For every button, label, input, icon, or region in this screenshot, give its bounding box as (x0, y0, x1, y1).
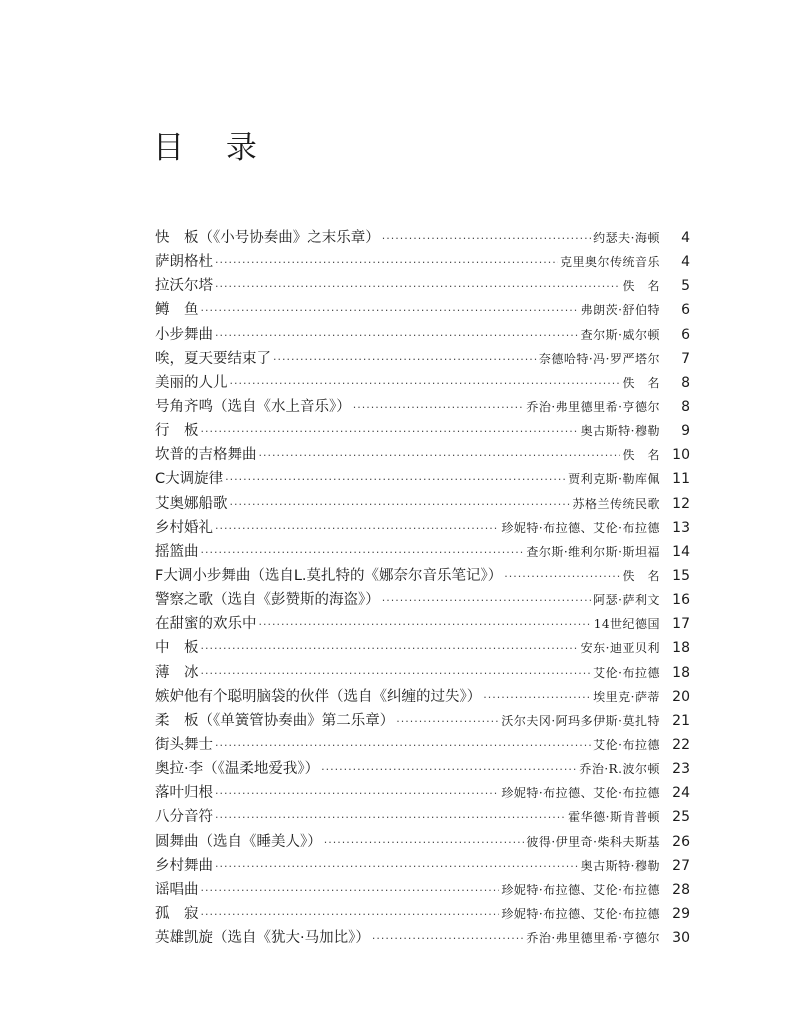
toc-entry-title: 谣唱曲 (155, 881, 199, 898)
toc-entry-page-number: 9 (681, 423, 690, 440)
toc-entry-page-number: 22 (672, 736, 690, 753)
toc-entry-page-number: 20 (672, 688, 690, 705)
toc-entry-page-number: 11 (672, 471, 690, 488)
dot-leader (215, 275, 620, 299)
toc-entry-title: 奥拉·李（《温柔地爱我》） (155, 761, 320, 778)
toc-entry-title: 拉沃尔塔 (155, 278, 213, 295)
dot-leader (201, 637, 579, 661)
toc-entry-title: 坎普的吉格舞曲 (155, 447, 257, 464)
dot-leader (225, 468, 566, 492)
dot-leader (201, 662, 592, 686)
dot-leader (201, 879, 500, 903)
toc-entry-page-number: 15 (672, 567, 690, 584)
toc-entry-page-number: 4 (681, 254, 690, 271)
toc-entry-title: 柔 板（《单簧管协奏曲》第二乐章） (155, 712, 395, 729)
toc-entry-title: 中 板 (155, 640, 199, 657)
dot-leader (201, 541, 525, 565)
toc-entry-author: 珍妮特·布拉德、艾伦·布拉德 (501, 520, 660, 535)
toc-entry-page-number: 29 (672, 905, 690, 922)
toc-entry-title: 孤 寂 (155, 905, 199, 922)
toc-entry[interactable] (155, 395, 690, 419)
toc-entry-author: 奥古斯特·穆勒 (580, 858, 660, 873)
toc-entry[interactable] (155, 492, 690, 516)
toc-entry[interactable] (155, 516, 690, 540)
toc-entry-author: 乔治·弗里德里希·亨德尔 (526, 399, 660, 414)
toc-entry[interactable] (155, 709, 690, 733)
dot-leader (382, 227, 591, 251)
toc-entry-page-number: 12 (672, 495, 690, 512)
toc-entry[interactable] (155, 636, 690, 660)
toc-entry[interactable] (155, 274, 690, 298)
toc-entry-title: C大调旋律 (155, 471, 224, 488)
dot-leader (215, 806, 566, 830)
toc-entry-author: 珍妮特·布拉德、艾伦·布拉德 (501, 906, 660, 921)
toc-entry-title: 英雄凯旋（选自《犹大·马加比》） (155, 930, 370, 947)
toc-entry[interactable] (155, 443, 690, 467)
toc-entry-title: 萨朗格杜 (155, 254, 213, 271)
toc-entry-page-number: 30 (672, 930, 690, 947)
toc-entry-page-number: 7 (681, 350, 690, 367)
toc-entry-author: 沃尔夫冈·阿玛多伊斯·莫扎特 (501, 713, 660, 728)
toc-entry-author: 苏格兰传统民歌 (572, 496, 660, 511)
toc-entry[interactable] (155, 733, 690, 757)
toc-entry[interactable] (155, 926, 690, 950)
toc-entry-title: 薄 冰 (155, 664, 199, 681)
toc-entry-page-number: 24 (672, 785, 690, 802)
toc-entry-author: 珍妮特·布拉德、艾伦·布拉德 (501, 882, 660, 897)
toc-entry-author: 奥古斯特·穆勒 (580, 424, 660, 439)
dot-leader (215, 324, 579, 348)
toc-entry-author: 佚 名 (622, 279, 660, 294)
toc-entry[interactable] (155, 830, 690, 854)
toc-entry-page-number: 25 (672, 809, 690, 826)
toc-entry[interactable] (155, 685, 690, 709)
dot-leader (321, 758, 577, 782)
toc-entry[interactable] (155, 612, 690, 636)
dot-leader (259, 444, 621, 468)
dot-leader (353, 396, 525, 420)
toc-entry-title: 唉，夏天要结束了 (155, 350, 271, 367)
toc-entry-author: 克里奥尔传统音乐 (559, 255, 660, 270)
toc-entry-author: 乔治·弗里德里希·亨德尔 (526, 931, 660, 946)
toc-entry-title: 艾奥娜船歌 (155, 495, 228, 512)
toc-entry[interactable] (155, 371, 690, 395)
toc-entry-page-number: 18 (672, 640, 690, 657)
toc-entry-title: 落叶归根 (155, 785, 213, 802)
toc-entry-title: 美丽的人儿 (155, 374, 228, 391)
toc-entry-page-number: 8 (681, 374, 690, 391)
toc-entry[interactable] (155, 419, 690, 443)
dot-leader (215, 251, 558, 275)
toc-entry-title: 圆舞曲（选自《睡美人》） (155, 833, 322, 850)
toc-entry[interactable] (155, 347, 690, 371)
toc-entry[interactable] (155, 540, 690, 564)
toc-entry-author: 查尔斯·维利尔斯·斯坦福 (526, 544, 660, 559)
dot-leader (201, 420, 579, 444)
toc-entry-title: F大调小步舞曲（选自L.莫扎特的《娜奈尔音乐笔记》） (155, 567, 503, 584)
toc-entry-page-number: 4 (681, 230, 690, 246)
toc-entry-page-number: 13 (672, 519, 690, 536)
toc-entry-page-number: 6 (681, 326, 690, 343)
toc-entry-page-number: 17 (672, 616, 690, 633)
toc-entry-title: 行 板 (155, 423, 199, 440)
toc-entry[interactable] (155, 805, 690, 829)
toc-entry-title: 街头舞士 (155, 736, 213, 753)
dot-leader (382, 589, 591, 613)
toc-entry-author: 珍妮特·布拉德、艾伦·布拉德 (501, 786, 660, 801)
toc-entry-author: 贾利克斯·勒库佩 (568, 472, 660, 487)
toc-entry-page-number: 10 (672, 447, 690, 464)
toc-entry-author: 佚 名 (622, 568, 660, 583)
toc-entry[interactable] (155, 781, 690, 805)
toc-entry-title: 号角齐鸣（选自《水上音乐》） (155, 398, 351, 415)
toc-entry[interactable] (155, 298, 690, 322)
toc-entry-title: 嫉妒他有个聪明脑袋的伙伴（选自《纠缠的过失》） (155, 688, 482, 705)
toc-entry-author: 彼得·伊里奇·柴科夫斯基 (526, 834, 660, 849)
toc-entry-title: 快 板（《小号协奏曲》之末乐章） (155, 230, 380, 246)
toc-entry-author: 阿瑟·萨利文 (593, 593, 660, 608)
toc-entry-page-number: 26 (672, 833, 690, 850)
toc-entry-page-number: 18 (672, 664, 690, 681)
toc-entry-author: 艾伦·布拉德 (593, 665, 660, 680)
toc-entry-author: 弗朗茨·舒伯特 (580, 303, 660, 318)
toc-entry-title: 警察之歌（选自《彭赞斯的海盗》） (155, 592, 380, 609)
toc-entry-author: 约瑟夫·海顿 (593, 231, 660, 245)
toc-entry-author: 艾伦·布拉德 (593, 737, 660, 752)
toc-entry[interactable] (155, 757, 690, 781)
toc-entry[interactable] (155, 902, 690, 926)
toc-entry-page-number: 6 (681, 302, 690, 319)
toc-entry-author: 14世纪德国 (593, 617, 660, 632)
toc-entry[interactable] (155, 564, 690, 588)
toc-entry-author: 奈德哈特·冯·罗严塔尔 (538, 351, 660, 366)
toc-entry-author: 佚 名 (622, 448, 660, 463)
dot-leader (215, 782, 499, 806)
toc-entry[interactable] (155, 854, 690, 878)
toc-entry[interactable] (155, 323, 690, 347)
dot-leader (215, 734, 591, 758)
toc-entry-author: 安东·迪亚贝利 (580, 641, 660, 656)
toc-entry-title: 乡村婚礼 (155, 519, 213, 536)
dot-leader (215, 855, 579, 879)
dot-leader (201, 299, 579, 323)
toc-entry[interactable] (155, 588, 690, 612)
dot-leader (273, 348, 537, 372)
dot-leader (215, 517, 499, 541)
dot-leader (396, 710, 499, 734)
toc-entry-author: 埃里克·萨蒂 (593, 689, 660, 704)
toc-entry-author: 查尔斯·威尔顿 (580, 327, 660, 342)
toc-entry[interactable] (155, 661, 690, 685)
toc-entry-title: 八分音符 (155, 809, 213, 826)
toc-entry-page-number: 16 (672, 592, 690, 609)
page-title: 目 录 (153, 130, 273, 166)
dot-leader (372, 927, 525, 951)
toc-entry[interactable] (155, 878, 690, 902)
toc-entry-page-number: 23 (672, 761, 690, 778)
dot-leader (483, 686, 591, 710)
toc-entry-author: 霍华德·斯肯普顿 (568, 810, 660, 825)
toc-entry-page-number: 14 (672, 543, 690, 560)
dot-leader (230, 372, 621, 396)
toc-entry-page-number: 21 (672, 712, 690, 729)
toc-entry-page-number: 5 (681, 278, 690, 295)
dot-leader (324, 831, 525, 855)
toc-entry-title: 在甜蜜的欢乐中 (155, 616, 257, 633)
table-of-contents (155, 226, 690, 950)
dot-leader (504, 565, 620, 589)
toc-entry-page-number: 27 (672, 857, 690, 874)
toc-entry-page-number: 8 (681, 398, 690, 415)
toc-entry[interactable] (155, 250, 690, 274)
toc-entry-author: 乔治·R.波尔顿 (579, 762, 660, 777)
toc-entry-title: 鳟 鱼 (155, 302, 199, 319)
toc-entry-title: 乡村舞曲 (155, 857, 213, 874)
toc-entry[interactable] (155, 226, 690, 250)
toc-entry-author: 佚 名 (622, 375, 660, 390)
toc-entry-page-number: 28 (672, 881, 690, 898)
dot-leader (230, 493, 571, 517)
toc-entry-title: 小步舞曲 (155, 326, 213, 343)
toc-entry[interactable] (155, 467, 690, 491)
dot-leader (201, 903, 500, 927)
toc-entry-title: 摇篮曲 (155, 543, 199, 560)
dot-leader (259, 613, 592, 637)
